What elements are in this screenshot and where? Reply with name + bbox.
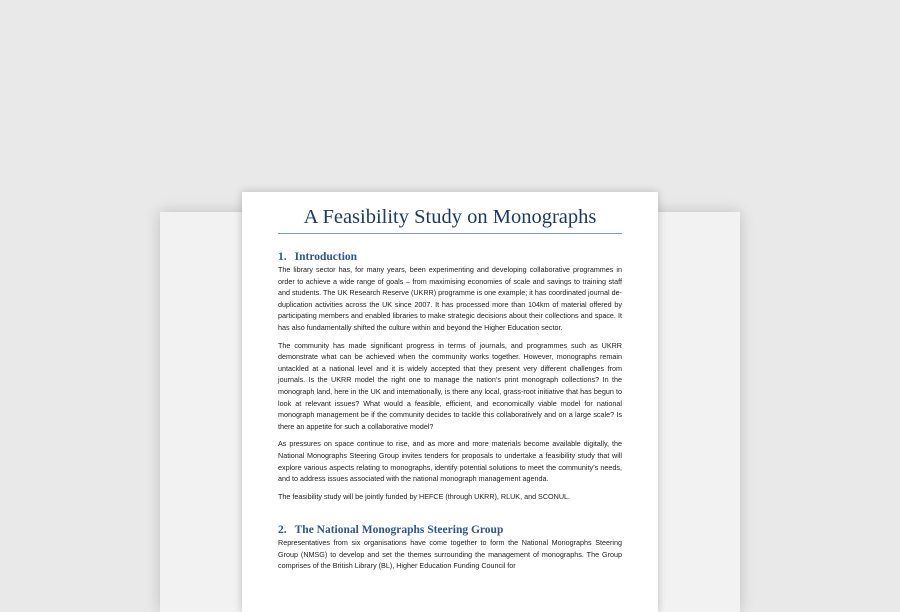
section-heading-steering-group xyxy=(278,523,622,537)
paragraph: Representatives from six organisations have come together to form the National Monographs Steering Group (NMSG) to develop and set the themes surrounding the management of monographs. The Group comprises of the British Library (BL), Higher Education Funding Council for xyxy=(278,538,622,571)
paragraph: The community has made significant progress in terms of journals, and programmes such as UKRR demonstrate what can be achieved when the community works together. However, monographs remain untackled at a national level and it is widely accepted that they present very different challenges from journals. Is the UKRR model the right one to manage the nation’s print monograph collections? In the monograph land, here in the UK and internationally, is there any local, grass-root initiative that has begun to look at relevant issues? What would a feasible, efficient, and economically viable model for national monograph management be if the community decides to tackle this collaboratively and on a large scale? Is there an appetite for such a collaborative model? xyxy=(278,340,622,431)
section-heading-text: Introduction xyxy=(294,251,358,263)
page-content xyxy=(278,204,622,572)
section-heading-introduction xyxy=(278,250,622,264)
document-page xyxy=(242,192,658,612)
section-heading-text: The National Monographs Steering Group xyxy=(294,524,504,537)
paragraph: The library sector has, for many years, been experimenting and developing collaborative programmes in order to achieve a wide range of goals – from maximising economies of scale and savings to training staff and students. The UK Research Reserve (UKRR) programme is one example; it has coordinated journal de-duplication activities across the UK since 2007. It has processed more than 104km of material offered by participating members and enabled libraries to make strategic decisions about their collections and space. It has also fundamentally shifted the culture within and beyond the Higher Education sector. xyxy=(278,265,622,332)
paragraph: The feasibility study will be jointly funded by HEFCE (through UKRR), RLUK, and SCONUL. xyxy=(278,491,571,501)
section-number: 2. xyxy=(278,524,287,537)
section-number: 1. xyxy=(278,251,287,263)
document-title: A Feasibility Study on Monographs xyxy=(303,206,597,228)
paragraph: As pressures on space continue to rise, and as more and more materials become available digitally, the National Monographs Steering Group invites tenders for proposals to undertake a feasibility study that will explore various aspects relating to monographs, identify potential solutions to meet the community’s needs, and to address issues associated with the national monograph management agenda. xyxy=(278,439,622,484)
title-underline xyxy=(278,233,622,234)
